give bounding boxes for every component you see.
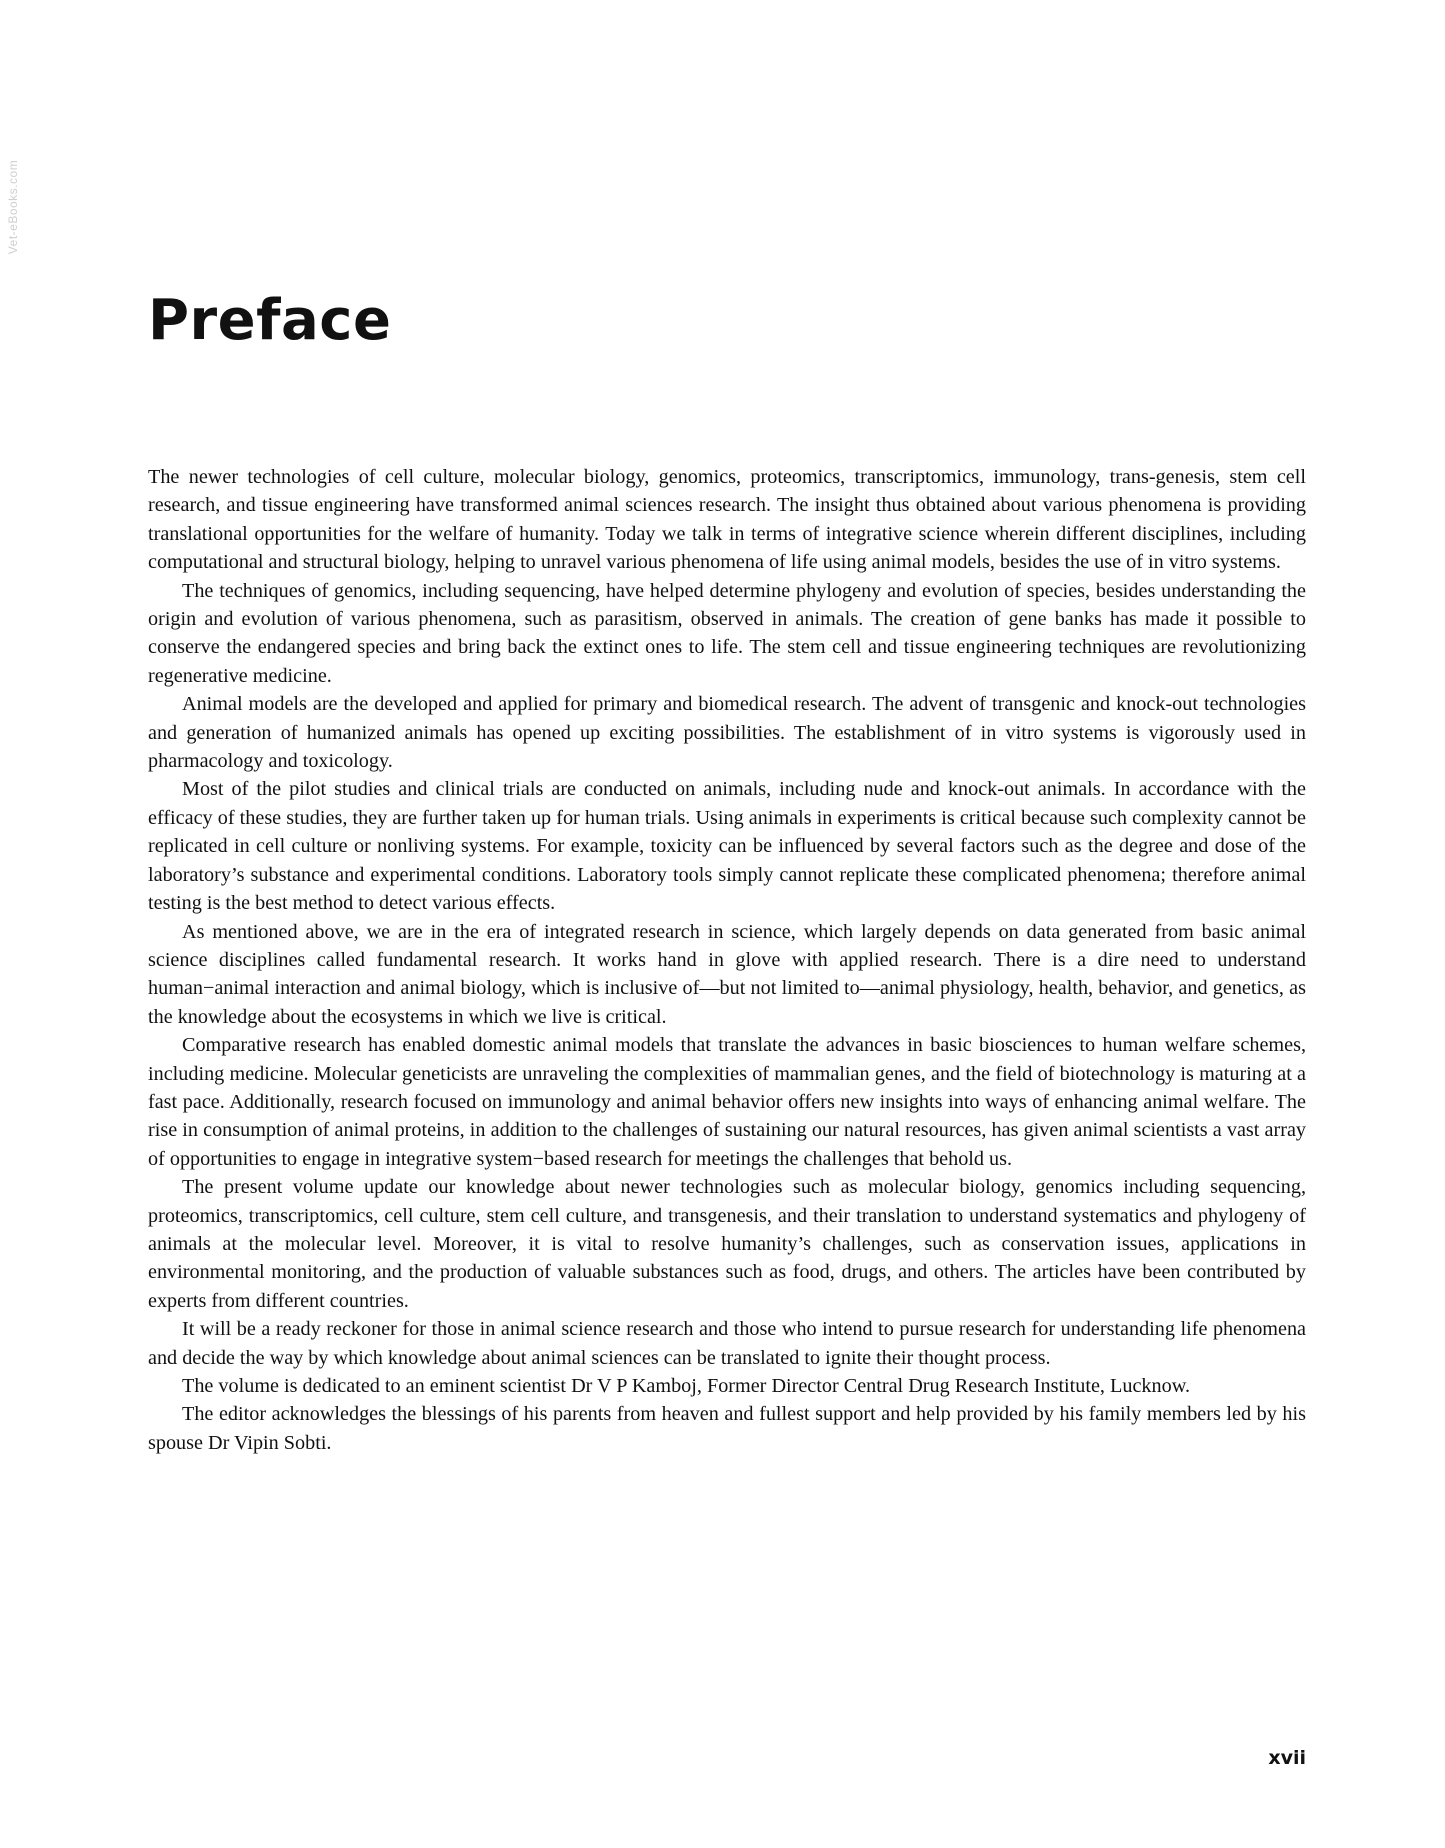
paragraph: As mentioned above, we are in the era of integrated research in science, which largely depends on data generated from basic animal science disciplines called fundamental research. It works hand in glove with applied research. There is a dire need to understand human−animal interaction and animal biology, which is inclusive of—but not limited to—animal physiology, health, behavior, and genetics, as the knowledge about the ecosystems in which we live is critical. [148, 920, 1306, 1028]
paragraph: Most of the pilot studies and clinical trials are conducted on animals, including nude and knock-out animals. In accordance with the efficacy of these studies, they are further taken up for human trials. Using animals in experiments is critical because such complexity cannot be replicated in cell culture or nonliving systems. For example, toxicity can be influenced by several factors such as the degree and dose of the laboratory’s substance and experimental conditions. Laboratory tools simply cannot replicate these complicated phenomena; therefore animal testing is the best method to detect various effects. [148, 778, 1306, 915]
paragraph: It will be a ready reckoner for those in animal science research and those who intend to pursue research for understanding life phenomena and decide the way by which knowledge about animal sciences can be translated to ignite their thought process. [148, 1318, 1306, 1369]
paragraph: Comparative research has enabled domestic animal models that translate the advances in basic biosciences to human welfare schemes, including medicine. Molecular geneticists are unraveling the complexities of mammalian genes, and the field of biotechnology is maturing at a fast pace. Additionally, research focused on immunology and animal behavior offers new insights into ways of enhancing animal welfare. The rise in consumption of animal proteins, in addition to the challenges of sustaining our natural resources, has given animal scientists a vast array of opportunities to engage in integrative system−based research for meetings the challenges that behold us. [148, 1034, 1306, 1170]
preface-body [148, 463, 1306, 1457]
paragraph: The newer technologies of cell culture, molecular biology, genomics, proteomics, transcriptomics, immunology, trans-genesis, stem cell research, and tissue engineering have transformed animal sciences research. The insight thus obtained about various phenomena is providing translational opportunities for the welfare of humanity. Today we talk in terms of integrative science wherein different disciplines, including computational and structural biology, helping to unravel various phenomena of life using animal models, besides the use of in vitro systems. [148, 466, 1306, 574]
paragraph: The techniques of genomics, including sequencing, have helped determine phylogeny and evolution of species, besides understanding the origin and evolution of various phenomena, such as parasitism, observed in animals. The creation of gene banks has made it possible to conserve the endangered species and bring back the extinct ones to life. The stem cell and tissue engineering techniques are revolutionizing regenerative medicine. [148, 579, 1306, 687]
paragraph: The volume is dedicated to an eminent scientist Dr V P Kamboj, Former Director Central Drug Research Institute, Lucknow. [182, 1375, 1191, 1397]
paragraph: The present volume update our knowledge about newer technologies such as molecular biology, genomics including sequencing, proteomics, transcriptomics, cell culture, stem cell culture, and transgenesis, and their translation to understand systematics and phylogeny of animals at the molecular level. Moreover, it is vital to resolve humanity’s challenges, such as conservation issues, applications in environmental monitoring, and the production of valuable substances such as food, drugs, and others. The articles have been contributed by experts from different countries. [148, 1176, 1306, 1312]
page-number: xvii [1268, 1747, 1306, 1769]
paragraph: Animal models are the developed and applied for primary and biomedical research. The advent of transgenic and knock-out technologies and generation of humanized animals has opened up exciting possibilities. The establishment of in vitro systems is vigorously used in pharmacology and toxicology. [148, 693, 1306, 773]
page-title: Preface [148, 288, 392, 353]
watermark: Vet-eBooks.com [6, 159, 21, 255]
paragraph: The editor acknowledges the blessings of his parents from heaven and fullest support and help provided by his family members led by his spouse Dr Vipin Sobti. [148, 1403, 1306, 1454]
